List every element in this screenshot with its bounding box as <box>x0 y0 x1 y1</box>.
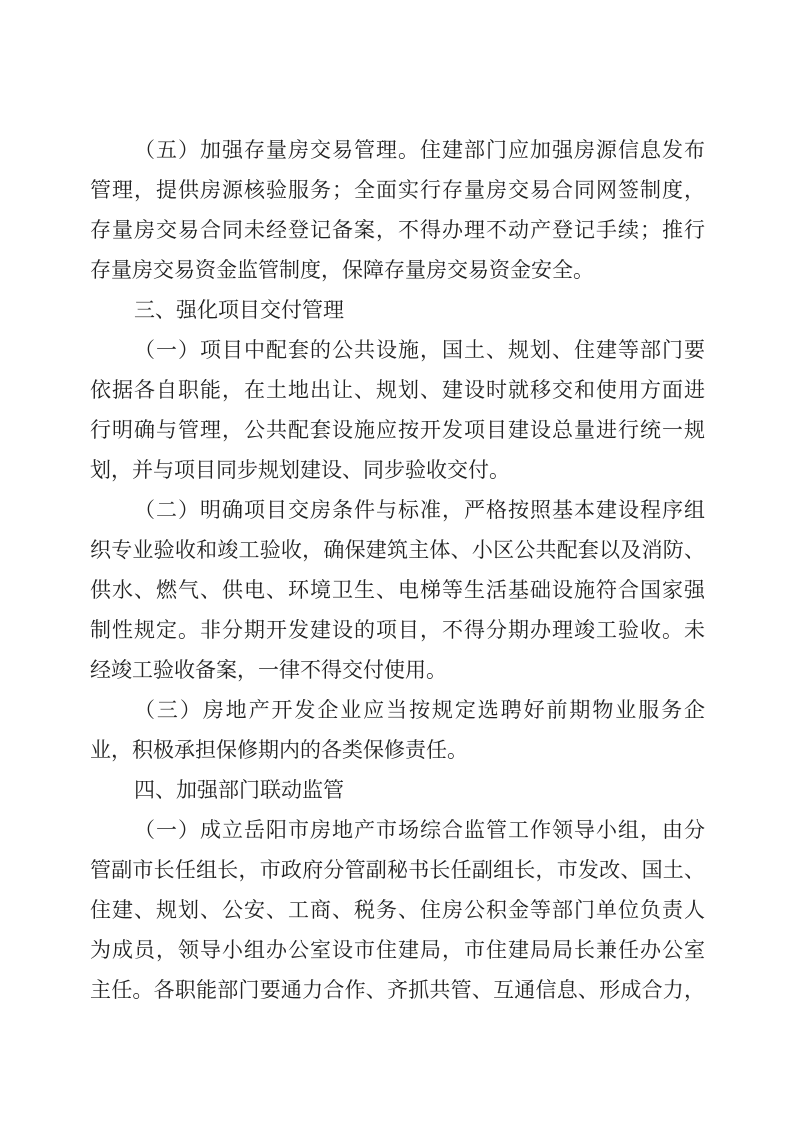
text-line: 经竣工验收备案，一律不得交付使用。 <box>90 658 447 682</box>
text-line: 主任。各职能部门要通力合作、齐抓共管、互通信息、形成合力， <box>90 978 705 1002</box>
text-line: 管理，提供房源核验服务；全面实行存量房交易合同网签制度， <box>90 178 705 202</box>
text-line: 业，积极承担保修期内的各类保修责任。 <box>90 738 468 762</box>
text-line: （一）项目中配套的公共设施，国土、规划、住建等部门要 <box>134 338 705 362</box>
text-line: 为成员，领导小组办公室设市住建局，市住建局局长兼任办公室 <box>90 938 705 962</box>
text-line: （五）加强存量房交易管理。住建部门应加强房源信息发布 <box>134 138 705 162</box>
text-line: 织专业验收和竣工验收，确保建筑主体、小区公共配套以及消防、 <box>90 538 705 562</box>
text-line: 住建、规划、公安、工商、税务、住房公积金等部门单位负责人 <box>90 898 705 922</box>
text-line: 制性规定。非分期开发建设的项目，不得分期办理竣工验收。未 <box>90 618 705 642</box>
text-line: （三）房地产开发企业应当按规定选聘好前期物业服务企 <box>134 698 705 722</box>
text-line: （二）明确项目交房条件与标准，严格按照基本建设程序组 <box>134 498 705 522</box>
text-line: 划，并与项目同步规划建设、同步验收交付。 <box>90 458 510 482</box>
section-heading: 四、加强部门联动监管 <box>134 778 344 802</box>
text-line: 存量房交易合同未经登记备案，不得办理不动产登记手续；推行 <box>90 218 705 242</box>
text-line: 管副市长任组长，市政府分管副秘书长任副组长，市发改、国土、 <box>90 858 705 882</box>
document-body <box>90 130 705 1010</box>
section-heading: 三、强化项目交付管理 <box>134 298 344 322</box>
text-line: 供水、燃气、供电、环境卫生、电梯等生活基础设施符合国家强 <box>90 578 705 602</box>
text-line: 存量房交易资金监管制度，保障存量房交易资金安全。 <box>90 258 594 282</box>
text-line: 行明确与管理，公共配套设施应按开发项目建设总量进行统一规 <box>90 418 705 442</box>
text-line: （一）成立岳阳市房地产市场综合监管工作领导小组，由分 <box>134 818 705 842</box>
text-line: 依据各自职能，在土地出让、规划、建设时就移交和使用方面进 <box>90 378 705 402</box>
